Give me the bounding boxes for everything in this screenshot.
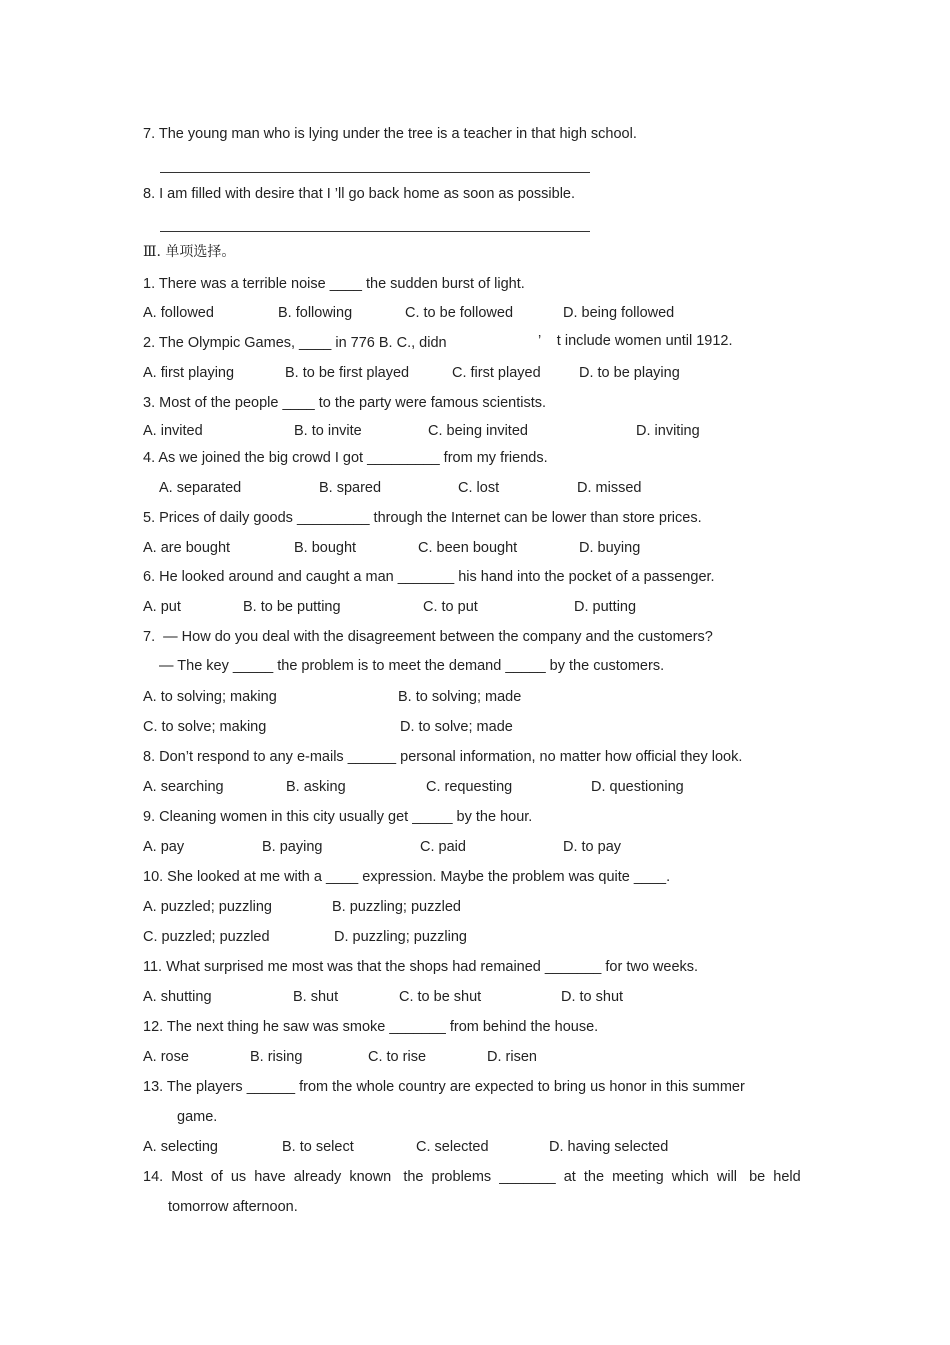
question-stem: 13. The players ______ from the whole country are expected to bring us honor in this summer	[143, 1079, 745, 1095]
option-b[interactable]: B. to select	[282, 1139, 354, 1155]
option-d[interactable]: D. to be playing	[579, 365, 680, 381]
option-d[interactable]: D. puzzling; puzzling	[334, 929, 467, 945]
question-stem-line2: tomorrow afternoon.	[168, 1199, 298, 1215]
question-stem: 10. She looked at me with a ____ expression. Maybe the problem was quite ____.	[143, 869, 671, 885]
option-c[interactable]: C. being invited	[428, 423, 528, 439]
question-stem: 11. What surprised me most was that the shops had remained _______ for two weeks.	[143, 959, 699, 975]
option-a[interactable]: A. first playing	[143, 365, 235, 381]
option-d[interactable]: D. to pay	[563, 839, 622, 855]
question-stem: 7. — How do you deal with the disagreement between the company and the customers?	[143, 629, 713, 645]
question-stem: 5. Prices of daily goods _________ through the Internet can be lower than store prices.	[143, 510, 702, 526]
option-a[interactable]: A. put	[143, 599, 181, 615]
question-stem: 8. Don’t respond to any e-mails ______ personal information, no matter how official they look.	[143, 749, 743, 765]
option-a[interactable]: A. to solving; making	[143, 689, 277, 705]
option-a[interactable]: A. pay	[143, 839, 185, 855]
option-d[interactable]: D. buying	[579, 540, 641, 556]
question-stem: 1. There was a terrible noise ____ the sudden burst of light.	[143, 276, 525, 292]
question-stem-line2: — The key _____ the problem is to meet the demand _____ by the customers.	[159, 658, 665, 674]
option-d[interactable]: D. missed	[577, 480, 642, 496]
option-b[interactable]: B. asking	[286, 779, 346, 795]
option-c[interactable]: C. to rise	[368, 1049, 427, 1065]
option-b[interactable]: B. to invite	[294, 423, 362, 439]
option-b[interactable]: B. following	[278, 305, 353, 321]
question-stem: 3. Most of the people ____ to the party were famous scientists.	[143, 395, 546, 411]
option-c[interactable]: C. first played	[452, 365, 541, 381]
answer-blank-line[interactable]	[160, 172, 590, 173]
question-stem-tail: ’ t include women until 1912.	[538, 333, 733, 349]
option-c[interactable]: C. to be shut	[399, 989, 482, 1005]
option-b[interactable]: B. bought	[294, 540, 357, 556]
option-c[interactable]: C. requesting	[426, 779, 513, 795]
question-stem: 2. The Olympic Games, ____ in 776 B. C., didn	[143, 335, 447, 351]
option-a[interactable]: A. rose	[143, 1049, 189, 1065]
option-a[interactable]: A. invited	[143, 423, 203, 439]
option-c[interactable]: C. paid	[420, 839, 466, 855]
option-b[interactable]: B. to solving; made	[398, 689, 522, 705]
option-c[interactable]: C. to be followed	[405, 305, 514, 321]
option-a[interactable]: A. separated	[159, 480, 242, 496]
option-d[interactable]: D. questioning	[591, 779, 684, 795]
option-b[interactable]: B. shut	[293, 989, 339, 1005]
option-d[interactable]: D. being followed	[563, 305, 675, 321]
option-b[interactable]: B. paying	[262, 839, 323, 855]
option-c[interactable]: C. lost	[458, 480, 500, 496]
option-d[interactable]: D. inviting	[636, 423, 700, 439]
option-c[interactable]: C. puzzled; puzzled	[143, 929, 270, 945]
option-d[interactable]: D. to solve; made	[400, 719, 513, 735]
question-stem-line2: game.	[177, 1109, 218, 1125]
option-a[interactable]: A. selecting	[143, 1139, 218, 1155]
question-stem: 14. Most of us have already known the problems _______ at the meeting which will be held	[143, 1169, 801, 1185]
option-c[interactable]: C. to solve; making	[143, 719, 267, 735]
option-b[interactable]: B. puzzling; puzzled	[332, 899, 461, 915]
option-d[interactable]: D. risen	[487, 1049, 537, 1065]
option-c[interactable]: C. selected	[416, 1139, 489, 1155]
question-stem: 6. He looked around and caught a man _______ his hand into the pocket of a passenger.	[143, 569, 715, 585]
sentence-text: I am filled with desire that I ’ll go back home as soon as possible.	[159, 186, 576, 202]
question-stem: 12. The next thing he saw was smoke _______ from behind the house.	[143, 1019, 599, 1035]
option-c[interactable]: C. to put	[423, 599, 478, 615]
sentence-7	[143, 125, 637, 143]
option-b[interactable]: B. spared	[319, 480, 382, 496]
sentence-number: 7.	[143, 126, 156, 142]
option-d[interactable]: D. having selected	[549, 1139, 669, 1155]
option-d[interactable]: D. to shut	[561, 989, 624, 1005]
option-a[interactable]: A. shutting	[143, 989, 212, 1005]
option-a[interactable]: A. are bought	[143, 540, 231, 556]
section-heading: Ⅲ. 单项选择。	[143, 244, 236, 260]
sentence-number: 8.	[143, 186, 156, 202]
option-a[interactable]: A. searching	[143, 779, 224, 795]
option-b[interactable]: B. to be putting	[243, 599, 341, 615]
question-stem: 9. Cleaning women in this city usually get _____ by the hour.	[143, 809, 533, 825]
question-stem: 4. As we joined the big crowd I got _________ from my friends.	[143, 450, 548, 466]
option-a[interactable]: A. puzzled; puzzling	[143, 899, 272, 915]
option-c[interactable]: C. been bought	[418, 540, 518, 556]
sentence-8	[143, 185, 575, 203]
option-d[interactable]: D. putting	[574, 599, 637, 615]
option-b[interactable]: B. rising	[250, 1049, 303, 1065]
option-a[interactable]: A. followed	[143, 305, 214, 321]
answer-blank-line[interactable]	[160, 231, 590, 232]
sentence-text: The young man who is lying under the tree is a teacher in that high school.	[158, 126, 637, 142]
option-b[interactable]: B. to be first played	[285, 365, 410, 381]
